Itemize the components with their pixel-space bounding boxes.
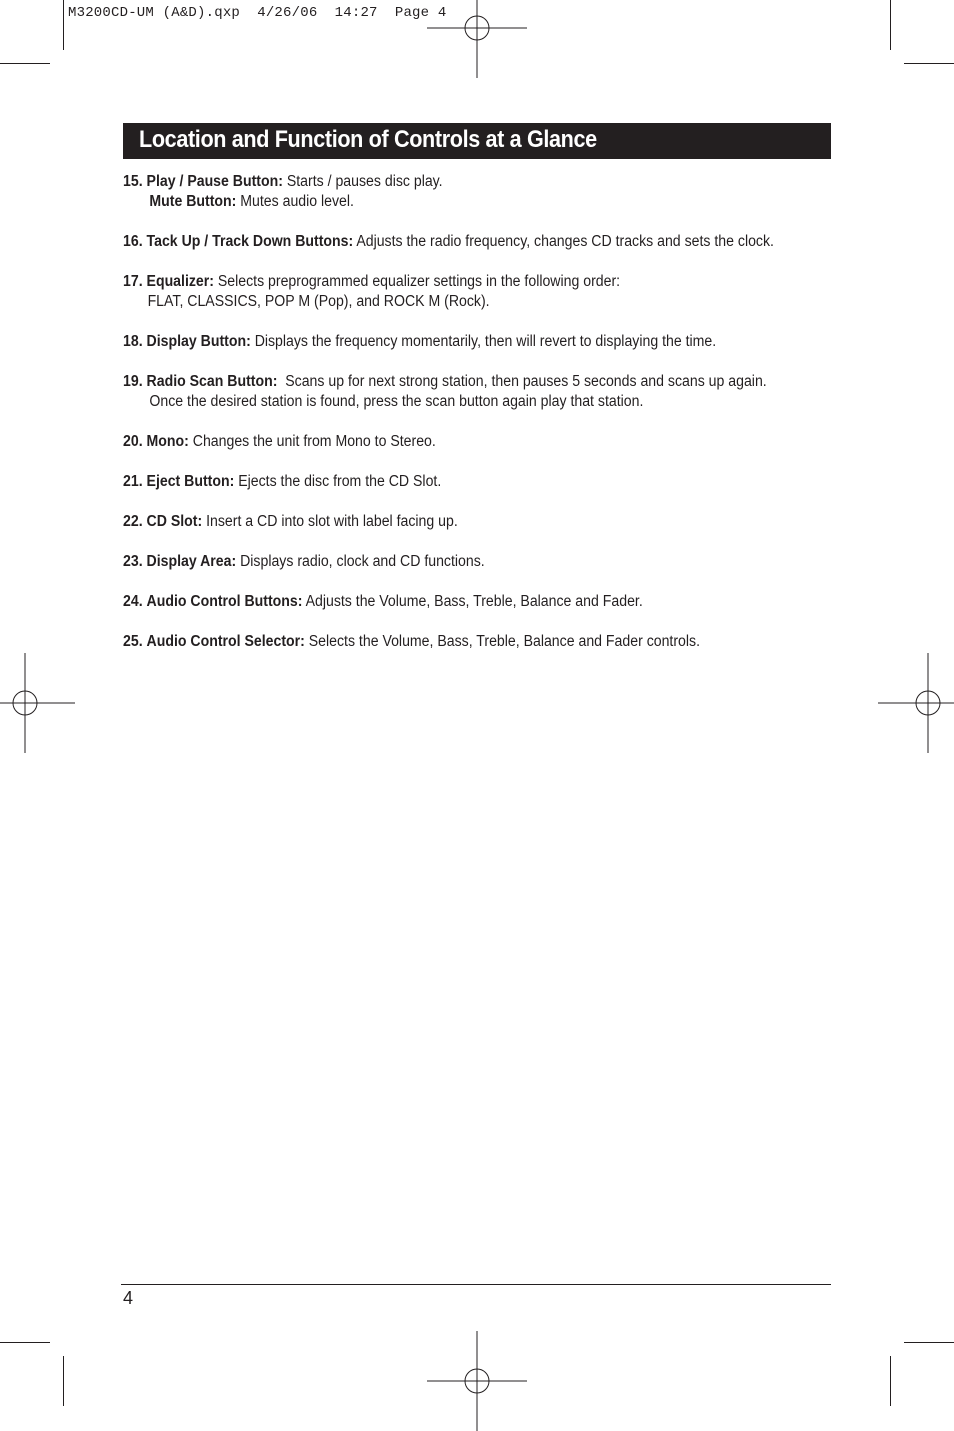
list-item [123, 432, 778, 452]
registration-mark-icon [0, 653, 75, 753]
item-number: 20. [123, 433, 143, 450]
registration-mark-icon [427, 1331, 527, 1431]
item-number: 21. [123, 473, 143, 490]
list-item [123, 172, 778, 212]
crop-mark [63, 1356, 64, 1406]
item-label: Eject Button: [146, 473, 235, 490]
controls-list [123, 172, 843, 672]
registration-mark-icon [878, 653, 954, 753]
item-label: CD Slot: [146, 513, 203, 530]
item-number: 15. [123, 173, 143, 190]
item-number: 16. [123, 233, 143, 250]
item-label: Mono: [146, 433, 189, 450]
item-number: 24. [123, 593, 143, 610]
item-label: Radio Scan Button: [146, 373, 278, 390]
item-number: 17. [123, 273, 143, 290]
registration-mark-icon [427, 0, 527, 78]
item-label: Audio Control Selector: [146, 633, 305, 650]
item-continuation: Once the desired station is found, press the scan button again play that station. [149, 393, 644, 410]
item-label: Audio Control Buttons: [146, 593, 303, 610]
list-item [123, 332, 778, 352]
item-label: Play / Pause Button: [146, 173, 283, 190]
page-number: 4 [123, 1288, 134, 1308]
crop-mark [0, 63, 50, 64]
item-label: Tack Up / Track Down Buttons: [146, 233, 354, 250]
item-number: 23. [123, 553, 143, 570]
item-text: Selects the Volume, Bass, Treble, Balance and Fader controls. [304, 633, 701, 650]
crop-mark [904, 1342, 954, 1343]
item-number: 22. [123, 513, 143, 530]
item-text: Selects preprogrammed equalizer settings in the following order: [213, 273, 621, 290]
item-text: Adjusts the Volume, Bass, Treble, Balance and Fader. [302, 593, 643, 610]
item-text: Displays radio, clock and CD functions. [236, 553, 485, 570]
item-text: Scans up for next strong station, then pauses 5 seconds and scans up again. [277, 373, 767, 390]
crop-mark [890, 1356, 891, 1406]
list-item [123, 372, 778, 412]
item-text: Adjusts the radio frequency, changes CD tracks and sets the clock. [353, 233, 774, 250]
item-label: Display Button: [146, 333, 251, 350]
item-number: 18. [123, 333, 143, 350]
list-item [123, 552, 778, 572]
item-text: Displays the frequency momentarily, then will revert to displaying the time. [250, 333, 717, 350]
item-text: Insert a CD into slot with label facing up. [202, 513, 458, 530]
crop-mark [904, 63, 954, 64]
list-item [123, 272, 778, 312]
list-item [123, 632, 778, 652]
item-sub-text: Mutes audio level. [236, 193, 354, 210]
section-title-bar [123, 123, 831, 159]
list-item [123, 512, 778, 532]
crop-mark [890, 0, 891, 50]
item-label: Equalizer: [146, 273, 214, 290]
footer-divider [121, 1284, 831, 1285]
item-number: 25. [123, 633, 143, 650]
item-label: Display Area: [146, 553, 237, 570]
page-title: Location and Function of Controls at a Glance [139, 126, 597, 153]
list-item [123, 232, 778, 252]
list-item [123, 472, 778, 492]
crop-mark [0, 1342, 50, 1343]
item-text: Starts / pauses disc play. [282, 173, 443, 190]
item-text: Ejects the disc from the CD Slot. [234, 473, 442, 490]
item-sub-label: Mute Button: [149, 193, 237, 210]
item-number: 19. [123, 373, 143, 390]
crop-mark [63, 0, 64, 50]
list-item [123, 592, 778, 612]
print-slug: M3200CD-UM (A&D).qxp 4/26/06 14:27 Page 4 [68, 5, 447, 21]
item-continuation: FLAT, CLASSICS, POP M (Pop), and ROCK M (Rock). [147, 293, 490, 310]
item-text: Changes the unit from Mono to Stereo. [188, 433, 436, 450]
